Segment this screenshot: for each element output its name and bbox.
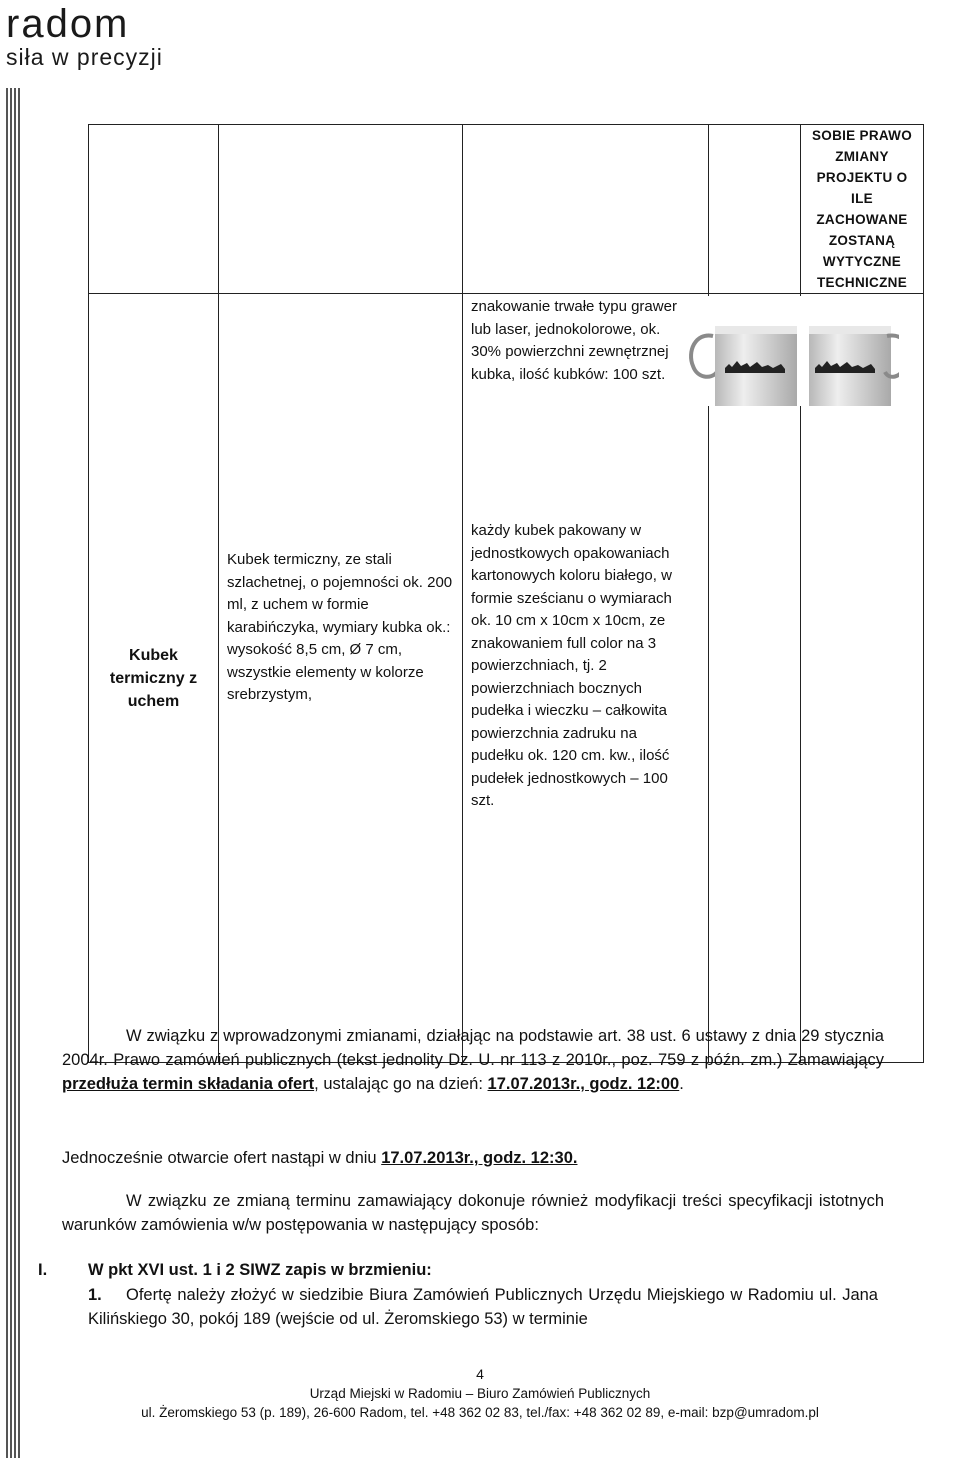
extension-text-b: , ustalając go na dzień: bbox=[314, 1075, 488, 1093]
table-cell-empty bbox=[709, 125, 801, 294]
page-footer bbox=[0, 1365, 960, 1422]
section-heading bbox=[38, 1258, 860, 1282]
header-note-cell bbox=[801, 125, 924, 294]
opening-text: Jednocześnie otwarcie ofert nastąpi w dniu bbox=[62, 1149, 382, 1167]
item-1-number: 1. bbox=[88, 1286, 102, 1304]
item-1 bbox=[88, 1283, 878, 1331]
footer-line-1: Urząd Miejski w Radomiu – Biuro Zamówień Publicznych bbox=[309, 1386, 651, 1401]
extension-text-a: W związku z wprowadzonymi zmianami, działając na podstawie art. 38 ust. 6 ustawy z dnia 29 stycznia 2004r. Prawo zamówień publicznych (tekst jednolity Dz. U. nr 113 z 2010r., poz. 759 z późn. zm.) Zamawiający bbox=[62, 1027, 884, 1069]
extension-paragraph bbox=[62, 1024, 884, 1096]
packaging-text: każdy kubek pakowany w jednostkowych opakowaniach kartonowych koloru białego, w formie sześcianu o wymiarach ok. 10 cm x 10cm x 10cm, ze znakowaniem full color na 3 powierzchniach, tj. 2 powierzchniach bocznych pudełka i wieczku – całkowita powierzchnia zadruku na pudełku ok. 120 cm. kw., ilość pudełek jednostkowych – 100 szt. bbox=[471, 522, 672, 809]
item-1-text: Ofertę należy złożyć w siedzibie Biura Zamówień Publicznych Urzędu Miejskiego w Radomiu ul. Jana Kilińskiego 30, pokój 189 (wejście od ul. Żeromskiego 53) w terminie bbox=[88, 1286, 878, 1328]
marking-text: znakowanie trwałe typu grawer lub laser, jednokolorowe, ok. 30% powierzchni zewnętrznej kubka, ilość kubków: 100 szt. bbox=[471, 298, 677, 383]
logo-wordmark: radom bbox=[6, 2, 130, 46]
opening-paragraph bbox=[62, 1146, 884, 1170]
page-number: 4 bbox=[476, 1366, 484, 1382]
quantity-cell bbox=[709, 294, 801, 1063]
marking-cell bbox=[463, 294, 709, 517]
specification-table bbox=[88, 124, 924, 1063]
header-note: SOBIE PRAWO ZMIANY PROJEKTU O ILE ZACHOWANE ZOSTANĄ WYTYCZNE TECHNICZNE bbox=[811, 128, 913, 290]
image-cell bbox=[801, 294, 924, 1063]
radom-logo bbox=[6, 2, 196, 70]
product-description: Kubek termiczny, ze stali szlachetnej, o pojemności ok. 200 ml, z uchem w formie karabińczyka, wymiary kubka ok.: wysokość 8,5 cm, Ø 7 cm, wszystkie elementy w kolorze srebrzystym, bbox=[227, 551, 453, 704]
product-name: Kubek termiczny z uchem bbox=[109, 646, 198, 710]
table-cell-empty bbox=[219, 125, 463, 294]
extension-underlined: przedłuża termin składania ofert bbox=[62, 1075, 315, 1093]
deadline-date: 17.07.2013r., godz. 12:00 bbox=[487, 1075, 680, 1093]
section-numeral: I. bbox=[38, 1261, 48, 1279]
table-cell-empty bbox=[89, 125, 219, 294]
packaging-cell bbox=[463, 516, 709, 1063]
footer-line-2: ul. Żeromskiego 53 (p. 189), 26-600 Radom, tel. +48 362 02 83, tel./fax: +48 362 02 89, e-mail: bzp@umradom.pl bbox=[141, 1405, 819, 1420]
section-title: W pkt XVI ust. 1 i 2 SIWZ zapis w brzmieniu: bbox=[88, 1261, 432, 1279]
decorative-stripes bbox=[6, 88, 20, 1458]
product-name-cell bbox=[89, 294, 219, 1063]
modification-paragraph bbox=[62, 1189, 884, 1237]
mug-photo-icon bbox=[681, 296, 899, 406]
description-cell bbox=[219, 294, 463, 1063]
logo-tagline: siła w precyzji bbox=[6, 44, 163, 70]
table-cell-empty bbox=[463, 125, 709, 294]
opening-date: 17.07.2013r., godz. 12:30. bbox=[381, 1149, 578, 1167]
extension-end: . bbox=[679, 1075, 684, 1093]
modification-text: W związku ze zmianą terminu zamawiający dokonuje również modyfikacji treści specyfikacji istotnych warunków zamówienia w/w postępowania w następujący sposób: bbox=[62, 1192, 884, 1234]
